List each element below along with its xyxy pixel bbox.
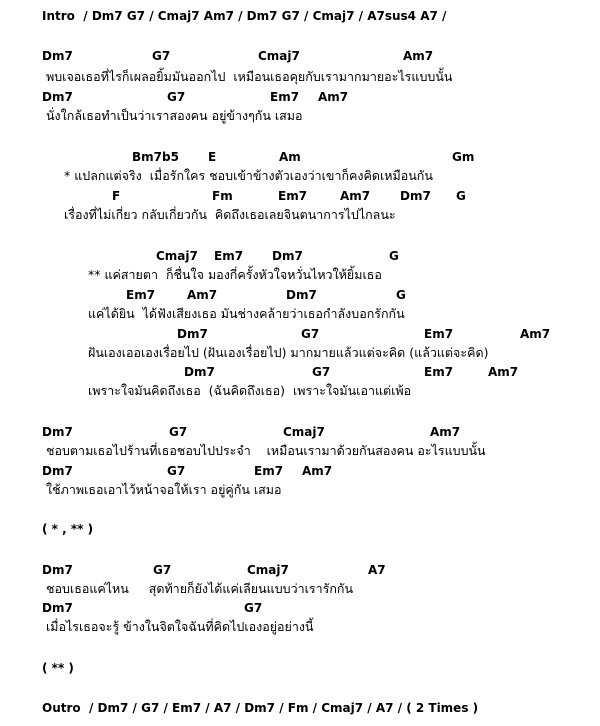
lyric-line: แค่ได้ยิน ได้ฟังเสียงเธอ มันช่างคล้ายว่าเธอกำลังบอกรักกัน <box>88 306 405 321</box>
chord: Am7 <box>430 425 461 439</box>
chord: Dm7 <box>42 49 73 63</box>
intro-line: Intro / Dm7 G7 / Cmaj7 Am7 / Dm7 G7 / Cmaj7 / A7sus4 A7 / <box>42 9 447 23</box>
chord: E <box>208 150 217 164</box>
chord: G7 <box>167 464 186 478</box>
chord: Dm7 <box>286 288 317 302</box>
chord: G7 <box>312 365 331 379</box>
chord: Am7 <box>520 327 551 341</box>
chord: G7 <box>152 49 171 63</box>
lyric-line: * แปลกแต่จริง เมื่อรักใคร ชอบเข้าข้างตัวเองว่าเขาก็คงคิดเหมือนกัน <box>64 168 433 183</box>
chord: G7 <box>153 563 172 577</box>
chord: Am7 <box>187 288 218 302</box>
chord: Em7 <box>424 327 454 341</box>
chord: Dm7 <box>42 464 73 478</box>
repeat-marker: ( ** ) <box>42 661 74 675</box>
repeat-marker: ( * , ** ) <box>42 522 94 536</box>
chord: G7 <box>169 425 188 439</box>
chord: Am7 <box>340 189 371 203</box>
chord: Dm7 <box>42 90 73 104</box>
chord: Em7 <box>214 249 244 263</box>
lyric-line: เพราะใจมันคิดถึงเธอ (ฉันคิดถึงเธอ) เพราะใจมันเอาแต่เพ้อ <box>88 383 412 398</box>
chord: Bm7b5 <box>132 150 179 164</box>
chord: Dm7 <box>42 425 73 439</box>
chord: Am <box>279 150 301 164</box>
chord: Dm7 <box>272 249 303 263</box>
chord: Gm <box>452 150 475 164</box>
lyric-line: เรื่องที่ไม่เกี่ยว กลับเกี่ยวกัน คิดถึงเธอเลยจินตนาการไปไกลนะ <box>64 207 396 222</box>
chord: Dm7 <box>400 189 431 203</box>
lyric-line: ชอบเธอแค่ไหน สุดท้ายก็ยังได้แค่เลียนแบบว่าเรารักกัน <box>46 581 354 596</box>
lyric-line: ชอบตามเธอไปร้านที่เธอชอบไปประจำ เหมือนเรามาด้วยกันสองคน อะไรแบบนั้น <box>46 443 486 458</box>
chord: Am7 <box>403 49 434 63</box>
chord: G7 <box>244 601 263 615</box>
chord: Am7 <box>318 90 349 104</box>
chord: Em7 <box>126 288 156 302</box>
chord: Cmaj7 <box>247 563 289 577</box>
lyric-line: ฝันเองเออเองเรื่อยไป (ฝันเองเรื่อยไป) มากมายแล้วแต่จะคิด (แล้วแต่จะคิด) <box>88 345 489 360</box>
chord: G7 <box>301 327 320 341</box>
chord: G7 <box>167 90 186 104</box>
chord: Em7 <box>254 464 284 478</box>
chord: Dm7 <box>184 365 215 379</box>
chord: Dm7 <box>42 601 73 615</box>
chord: G <box>396 288 406 302</box>
chord: G <box>456 189 466 203</box>
chord: G <box>389 249 399 263</box>
outro-line: Outro / Dm7 / G7 / Em7 / A7 / Dm7 / Fm / Cmaj7 / A7 / ( 2 Times ) <box>42 701 479 715</box>
lyric-line: เมื่อไรเธอจะรู้ ข้างในจิตใจฉันที่คิดไปเองอยู่อย่างนี้ <box>46 619 314 634</box>
chord: Dm7 <box>42 563 73 577</box>
chord: A7 <box>368 563 386 577</box>
chord: Cmaj7 <box>258 49 300 63</box>
chord: Em7 <box>424 365 454 379</box>
lyric-line: นั่งใกล้เธอทำเป็นว่าเราสองคน อยู่ข้างๆกัน เสมอ <box>46 108 303 123</box>
chord: Fm <box>212 189 233 203</box>
chord: Am7 <box>488 365 519 379</box>
lyric-line: ** แค่สายตา ก็ชื่นใจ มองกี่ครั้งหัวใจหวั่นไหวให้ยิ้มเธอ <box>88 267 382 282</box>
chord: Cmaj7 <box>283 425 325 439</box>
chord: Em7 <box>278 189 308 203</box>
chord: F <box>112 189 121 203</box>
chord: Cmaj7 <box>156 249 198 263</box>
chord: Dm7 <box>177 327 208 341</box>
chord: Em7 <box>270 90 300 104</box>
chord: Am7 <box>302 464 333 478</box>
lyric-line: พบเจอเธอที่ไรก็เผลอยิ้มมันออกไป เหมือนเธอคุยกับเรามากมายอะไรแบบนั้น <box>46 69 453 84</box>
lyric-line: ใช้ภาพเธอเอาไว้หน้าจอให้เรา อยู่คู่กัน เสมอ <box>46 482 282 497</box>
